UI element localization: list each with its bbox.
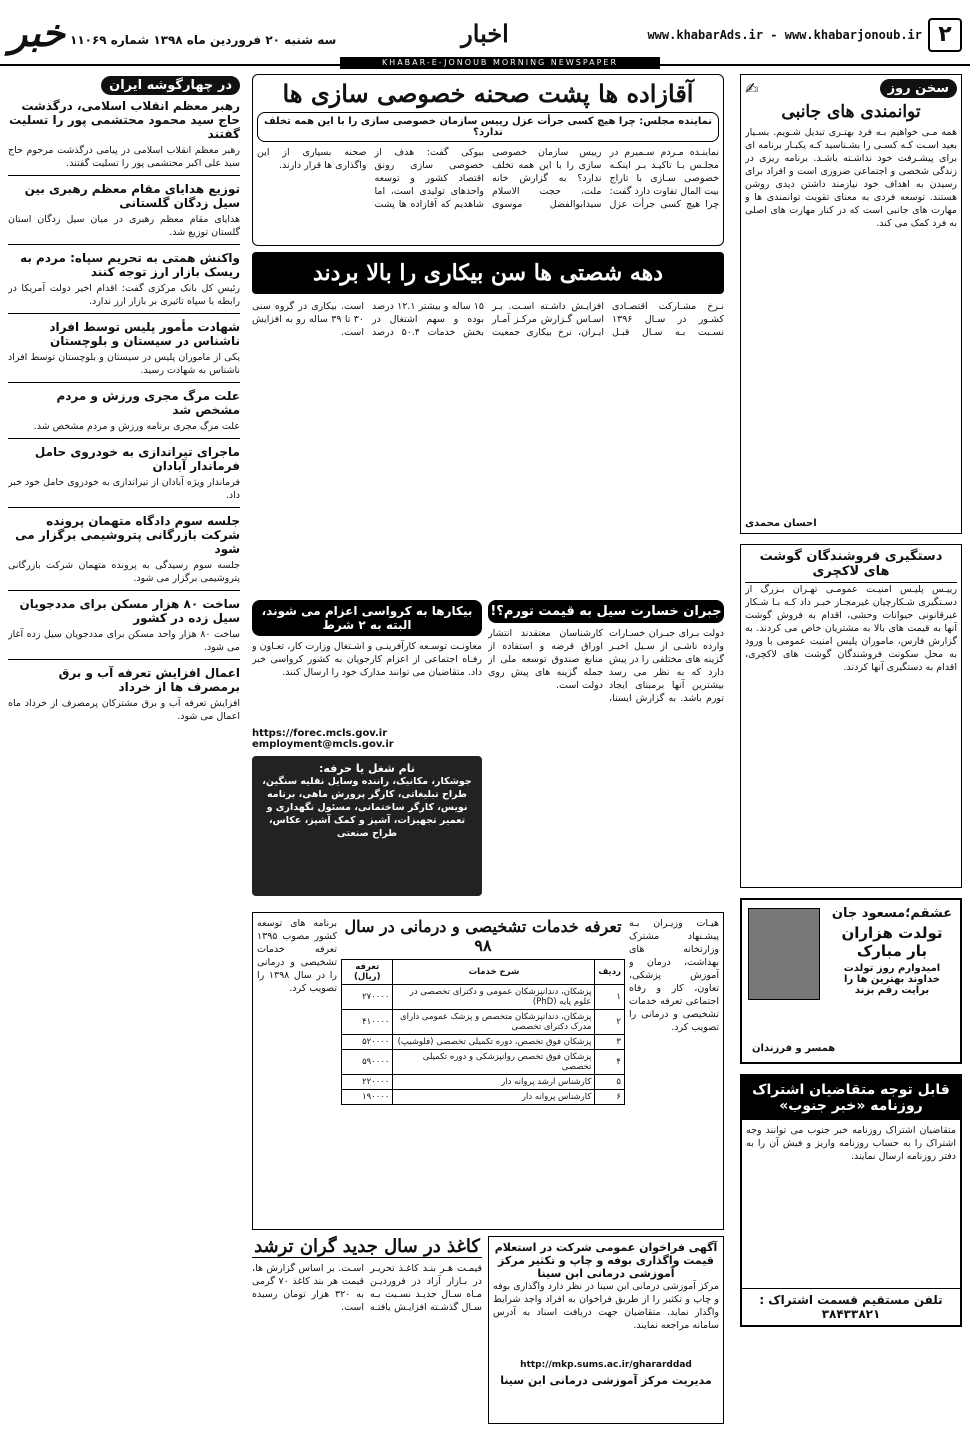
meat-news-text: رییـس پلیـس امنیـت عمومـی تهـران بـزرگ از دسـتگیری شـکارچیان غیرمجـاز خبـر داد کـه بـا شـکار غیرقانونی حیوانات وحشی، اقدام به فروش گوشت آنها به قیمت های بالا به مشتریان خاص می کردند. به گزارش فارس، ماموران پلیس امنیت عمومی با ورود به محل سکونت فروشندگان گوشت های لاکچری، اقدام به دستگیری آنها کردند. bbox=[745, 584, 957, 673]
cell: ۵۹۰۰۰۰ bbox=[342, 1050, 393, 1075]
news-text: علت مرگ مجری برنامه ورزش و مردم مشخص شد. bbox=[33, 421, 240, 432]
tariff-intro: هیـات وزیـران بـه پیشـنهاد مشترک وزارتخانه های بهداشت، درمان و آموزش پزشکی، تعاون، کار و رفاه اجتماعی تعرفه خدمات تشخیصی و درمانی را تصویب کرد. bbox=[629, 918, 719, 1033]
cell: پزشکان فوق تخصص، دوره تکمیلی تخصصی (فلوشیپ) bbox=[393, 1035, 595, 1050]
right-column bbox=[740, 74, 962, 1424]
lead-headline: آقازاده ها پشت صحنه خصوصی سازی ها bbox=[282, 79, 694, 108]
cell: ۱ bbox=[595, 985, 625, 1010]
news-item bbox=[8, 182, 240, 239]
jobs-email[interactable]: employment@mcls.gov.ir bbox=[252, 739, 394, 750]
portrait-photo bbox=[748, 908, 820, 1000]
editorial-title: توانمندی های جانبی bbox=[781, 102, 921, 122]
page-number: ۲ bbox=[928, 18, 962, 52]
news-title: علت مرگ مجری ورزش و مردم مشخص شد bbox=[56, 389, 240, 417]
editorial-tag: سخن روز bbox=[880, 79, 957, 98]
masthead bbox=[0, 0, 970, 66]
ad-title: عشقم؛مسعود جان bbox=[831, 906, 953, 921]
lead-story bbox=[252, 74, 724, 246]
birthday-ad bbox=[740, 898, 962, 1064]
subscription-phone: تلفن مستقیم قسمت اشتراک : ۳۸۴۳۳۸۲۱ bbox=[742, 1288, 960, 1325]
news-text: جلسه سوم رسیدگی به پرونده متهمان شرکت بازرگانی پتروشیمی برگزار می شود. bbox=[8, 560, 240, 584]
news-text: رئیس کل بانک مرکزی گفت: اقدام اخیر دولت آمریکا در رابطه با سپاه تاثیری بر بازار ارز ندارد. bbox=[8, 283, 240, 307]
jobs-story bbox=[252, 600, 482, 900]
tariff-side: برنامه های توسعه کشور مصوب ۱۳۹۵ تعرفه خدمات تشخیصی و درمانی را در سال ۱۳۹۸ را تصویب کرد. bbox=[257, 918, 337, 994]
table-row bbox=[342, 985, 625, 1010]
news-title: شهادت مأمور پلیس توسط افراد ناشناس در سیستان و بلوچستان bbox=[49, 320, 240, 348]
news-item bbox=[8, 666, 240, 723]
news-item bbox=[8, 445, 240, 502]
cell: پزشکان، دندانپزشکان متخصص و پزشک عمومی دارای مدرک دکترای تخصصی bbox=[393, 1010, 595, 1035]
jobs-title: بیکارها به کرواسی اعزام می شوند، البته به ۲ شرط bbox=[252, 600, 482, 636]
flood-title: جبران خسارت سیل به قیمت تورم؟! bbox=[488, 600, 724, 623]
news-title: واکنش همتی به تحریم سپاه: مردم به ریسک بازار ارز توجه کنند bbox=[20, 251, 240, 279]
table-row bbox=[342, 1010, 625, 1035]
tariff-table bbox=[341, 959, 625, 1105]
subscription-text: متقاضیان اشتراک روزنامه خبر جنوب می توانند وجه اشتراک را به حساب روزنامه واریز و فیش آن را به دفتر روزنامه ارسال نمایند. bbox=[746, 1125, 956, 1162]
meat-news-box bbox=[740, 544, 962, 888]
subscription-box bbox=[740, 1074, 962, 1327]
subscription-title: قابل توجه متقاضیان اشتراک روزنامه «خبر جنوب» bbox=[742, 1076, 960, 1120]
news-item bbox=[8, 99, 240, 170]
unemployment-headline: دهه شصتی ها سن بیکاری را بالا بردند bbox=[252, 252, 724, 294]
editorial-box bbox=[740, 74, 962, 534]
news-item bbox=[8, 514, 240, 585]
cell: ۵ bbox=[595, 1075, 625, 1090]
news-text: فرماندار ویژه آبادان از تیراندازی به خودروی حامل خود خبر داد. bbox=[8, 477, 240, 501]
col-header: شرح خدمات bbox=[393, 960, 595, 985]
flood-story bbox=[488, 600, 724, 900]
news-title: اعمال افزایش تعرفه آب و برق برمصرف ها از خرداد bbox=[58, 666, 240, 694]
ad-subtitle: تولدت هزاران بار مبارک bbox=[841, 924, 943, 960]
editorial-author: احسان محمدی bbox=[745, 518, 817, 529]
english-strap: KHABAR-E-JONOUB MORNING NEWSPAPER bbox=[340, 57, 660, 69]
news-title: رهبر معظم انقلاب اسلامی، درگذشت حاج سید محمود محتشمی پور را تسلیت گفتند bbox=[9, 99, 240, 141]
jobs-box bbox=[252, 756, 482, 896]
cell: کارشناس پروانه دار bbox=[393, 1090, 595, 1105]
ad-text: امیدوارم روز تولدت خداوند بهترین ها را برایت رقم بزند bbox=[843, 963, 941, 996]
paper-story bbox=[252, 1236, 482, 1424]
paper-title: کاغذ در سال جدید گران ترشد bbox=[252, 1236, 482, 1258]
cell: ۳ bbox=[595, 1035, 625, 1050]
tender-url[interactable]: http://mkp.sums.ac.ir/ghararddad bbox=[520, 1360, 692, 1370]
cell: ۱۹۰۰۰۰ bbox=[342, 1090, 393, 1105]
news-item bbox=[8, 320, 240, 377]
ad-sign: همسر و فرزندان bbox=[752, 1043, 836, 1054]
pen-icon: ✍ bbox=[745, 79, 759, 98]
cell: کارشناس ارشد پروانه دار bbox=[393, 1075, 595, 1090]
tender-ad bbox=[488, 1236, 724, 1424]
table-row bbox=[342, 1090, 625, 1105]
left-column-tag: در چهارگوشه ایران bbox=[101, 76, 240, 95]
tariff-title: تعرفه خدمات تشخیصی و درمانی در سال ۹۸ bbox=[344, 917, 622, 955]
cell: ۲۷۰۰۰۰ bbox=[342, 985, 393, 1010]
table-row bbox=[342, 1035, 625, 1050]
lead-subhead: نماینده مجلس: چرا هیچ کسی جرأت عزل رییس سازمان خصوصی سازی را با این همه تخلف ندارد؟ bbox=[257, 112, 719, 142]
table-row bbox=[342, 1075, 625, 1090]
news-text: رهبر معظم انقلاب اسلامی در پیامی درگذشت مرحوم حاج سید علی اکبر محتشمی پور را تسلیت گفتند. bbox=[8, 145, 240, 169]
news-title: جلسه سوم دادگاه متهمان پرونده شرکت بازرگانی پتروشیمی برگزار می شود bbox=[15, 514, 240, 556]
tariff-story bbox=[252, 912, 724, 1230]
tender-title: آگهی فراخوان عمومی شرکت در استعلام قیمت واگذاری بوفه و چاپ و تکثیر مرکز آموزشی درمانی ابن سینا bbox=[494, 1241, 718, 1280]
cell: ۴۱۰۰۰۰ bbox=[342, 1010, 393, 1035]
news-item bbox=[8, 597, 240, 654]
col-header: تعرفه (ریال) bbox=[342, 960, 393, 985]
col-header: ردیف bbox=[595, 960, 625, 985]
news-item bbox=[8, 251, 240, 308]
website-link[interactable]: www.khabarAds.ir - www.khabarjonoub.ir bbox=[647, 28, 922, 42]
cell: ۶ bbox=[595, 1090, 625, 1105]
jobs-text: معاونـت توسـعه کارآفرینـی و اشـتغال وزارت کار، تعـاون و رفـاه اجتماعی از اعزام کارجویان به کشور کرواسی خبر داد. متقاضیان می توانند مدارک خود را ارسال کنند. bbox=[252, 641, 482, 678]
lead-text: نماینـده مـردم سـمیرم در مجلـس بـا تاکیـد بـر اینکـه خصوصی سـازی با تاراج بیت المال تفاوت دارد گفت: چرا هیچ کسی جرأت عزل رییس سازمان خصوصی سازی را با این همه تخلف ندارد؟ به گزارش خانه ملت، حجت الاسلام سیدابوالفضل موسوی بیوکی گفت: هدف از خصوصی سازی رونق اقتصاد کشور و توسعه واحدهای تولیدی است، اما شاهدیم که آقازاده ها پشت صحنه بسیاری از این واگذاری ها قرار دارند. bbox=[257, 147, 719, 210]
news-text: ساخت ۸۰ هزار واحد مسکن برای مددجویان سیل زده آغاز می شود. bbox=[8, 629, 240, 653]
news-text: یکی از ماموران پلیس در سیستان و بلوچستان توسط افراد ناشناس به شهادت رسید. bbox=[8, 352, 240, 376]
tender-footer: مدیریت مرکز آموزشی درمانی ابن سینا bbox=[500, 1374, 712, 1387]
cell: ۲ bbox=[595, 1010, 625, 1035]
left-column bbox=[8, 74, 240, 1424]
news-text: افزایش تعرفه آب و برق مشترکان پرمصرف از خرداد ماه اعمال می شود. bbox=[8, 698, 240, 722]
newspaper-logo: خبر bbox=[9, 10, 65, 55]
jobs-box-title: نام شغل یا حرفه: bbox=[319, 762, 415, 775]
table-row bbox=[342, 1050, 625, 1075]
news-title: ساخت ۸۰ هزار مسکن برای مددجویان سیل زده در کشور bbox=[19, 597, 240, 625]
editorial-text: همه مـی خواهیم بـه فرد بهتـری تبدیل شـویم. بسـیار بعید اسـت کـه کسـی را بشـناسید کـه یکبـار برنامه ای برای پیشـرفت خود نداشـته باشـد. برنامه ریزی در زندگی شخصی و اجتماعی ضروری است و افراد برای رسیدن به اهداف خود نیازمند داشتن دیدی روشن هستند. توسعه فردی به معنای تقویت توانمندی ها و مهارت های جانبی است که در کنار مهارت های اصلی به فرد کمک می کند. bbox=[745, 127, 957, 229]
cell: پزشکان فوق تخصص روانپزشکی و دوره تکمیلی تخصصی bbox=[393, 1050, 595, 1075]
issue-line: سه شنبه ۲۰ فروردین ماه ۱۳۹۸ شماره ۱۱۰۶۹ bbox=[70, 33, 337, 47]
cell: ۲۲۰۰۰۰ bbox=[342, 1075, 393, 1090]
cell: پزشکان، دندانپزشکان عمومی و دکترای تخصصی در علوم پایه (PhD) bbox=[393, 985, 595, 1010]
jobs-url[interactable]: https://forec.mcls.gov.ir bbox=[252, 728, 388, 739]
section-title: اخبار bbox=[461, 19, 509, 48]
cell: ۵۲۰۰۰۰ bbox=[342, 1035, 393, 1050]
paper-text: قیمـت هـر بنـد کاغـذ تحریـر در بـازار آزاد در فروردیـن مـاه سـال جدیـد نسـبت بـه سـال گذشـته افزایـش یافتـه اسـت. بر اساس گزارش ها، قیمت هر بند کاغذ ۷۰ گرمی به ۳۲۰ هزار تومان رسیده است. bbox=[252, 1263, 482, 1313]
news-item bbox=[8, 389, 240, 433]
unemployment-story bbox=[252, 252, 724, 592]
unemployment-text: نـرخ مشـارکت اقتصـادی کشـور در سـال ۱۳۹۶ نسـبت بـه سـال قبـل افزایـش داشـته اسـت. بـر اسـاس گـزارش مرکـز آمـار ایـران، نرخ بیکاری جمعیت ۱۵ ساله و بیشتر ۱۲.۱ درصد بوده و سهم اشتغال در بخش خدمات ۵۰.۴ درصد است. بیکاری در گروه سنی ۳۰ تا ۳۹ ساله رو به افزایش است. bbox=[252, 301, 724, 338]
news-text: هدایای مقام معظم رهبری در میان سیل زدگان استان گلستان توزیع شد. bbox=[8, 214, 240, 238]
jobs-box-text: جوشکار، مکانیک، راننده وسایل نقلیه سنگین، طراح تبلیغاتی، کارگر پرورش ماهی، برنامه نویس، کارگر ساختمانی، مسئول نگهداری و تعمیر تجهیزات، آشپز و کمک آشپز، عکاس، طراح صنعتی bbox=[262, 776, 472, 839]
news-title: توزیع هدایای مقام معظم رهبری بین سیل زدگان گلستانی bbox=[24, 182, 240, 210]
tender-text: مرکز آموزشی درمانی ابن سینا در نظر دارد واگذاری بوفه و چاپ و تکثیر را از طریق فراخوان به افراد واجد شرایط واگذار نماید. متقاضیان جهت دریافت اسناد به آدرس سامانه مراجعه نمایند. bbox=[493, 1281, 719, 1331]
flood-text: دولت بـرای جبـران خسـارات وارده ناشـی از سـیل اخیـر گزینه های مختلفی را در پیش دارد که به نظر می رسد بیشترین آنها برمبنای ایجاد تورم باشد. به گزارش ایسنا، کارشناسان معتقدند انتشار اوراق قرضه و استفاده از منابع صندوق توسعه ملی از جمله گزینه های پیش روی دولت است. bbox=[488, 628, 724, 704]
cell: ۴ bbox=[595, 1050, 625, 1075]
meat-news-title: دستگیری فروشندگان گوشت های لاکچری bbox=[745, 549, 957, 583]
news-title: ماجرای تیراندازی به خودروی حامل فرماندار آبادان bbox=[34, 445, 240, 473]
